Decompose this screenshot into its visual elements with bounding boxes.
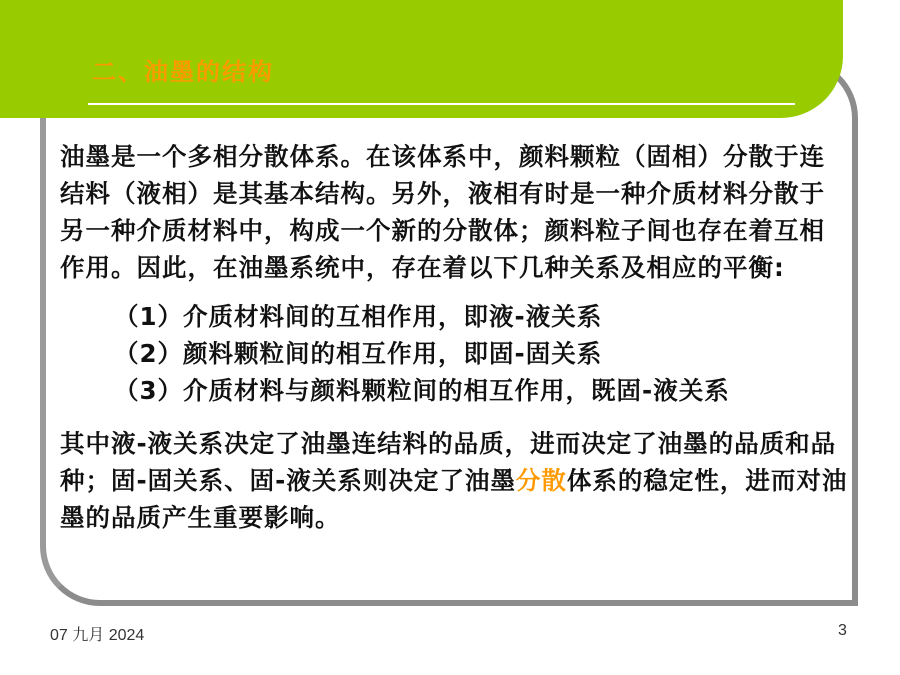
list-item: （1）介质材料间的互相作用，即液-液关系 bbox=[114, 302, 603, 331]
body-paragraph-1: 油墨是一个多相分散体系。在该体系中，颜料颗粒（固相）分散于连结料（液相）是其基本结构。另外，液相有时是一种介质材料分散于另一种介质材料中，构成一个新的分散体；颜料粒子间也存在着互相作用。因此，在油墨系统中，存在着以下几种关系及相应的平衡: bbox=[60, 142, 825, 282]
footer-date: 07 九月 2024 bbox=[50, 627, 145, 644]
list-item: （2）颜料颗粒间的相互作用，即固-固关系 bbox=[114, 339, 603, 368]
slide-title: 二、油墨的结构 bbox=[92, 58, 274, 86]
highlighted-term: 分散 bbox=[515, 466, 567, 495]
paragraph-2-text: 其中液-液关系决定了油墨连结料的品质，进而决定了油墨的品质和品种；固-固关系、固-液关系则决定了油墨 bbox=[60, 429, 837, 495]
page-number: 3 bbox=[838, 622, 847, 639]
relations-list bbox=[114, 298, 850, 409]
banner-divider bbox=[88, 103, 795, 105]
paragraph-2-text-end: 体系的稳定性，进而对油墨的品质产生重要影响。 bbox=[60, 466, 848, 532]
slide-body bbox=[60, 138, 850, 536]
list-item: （3）介质材料与颜料颗粒间的相互作用，既固-液关系 bbox=[114, 376, 730, 405]
body-paragraph-2 bbox=[60, 425, 850, 536]
